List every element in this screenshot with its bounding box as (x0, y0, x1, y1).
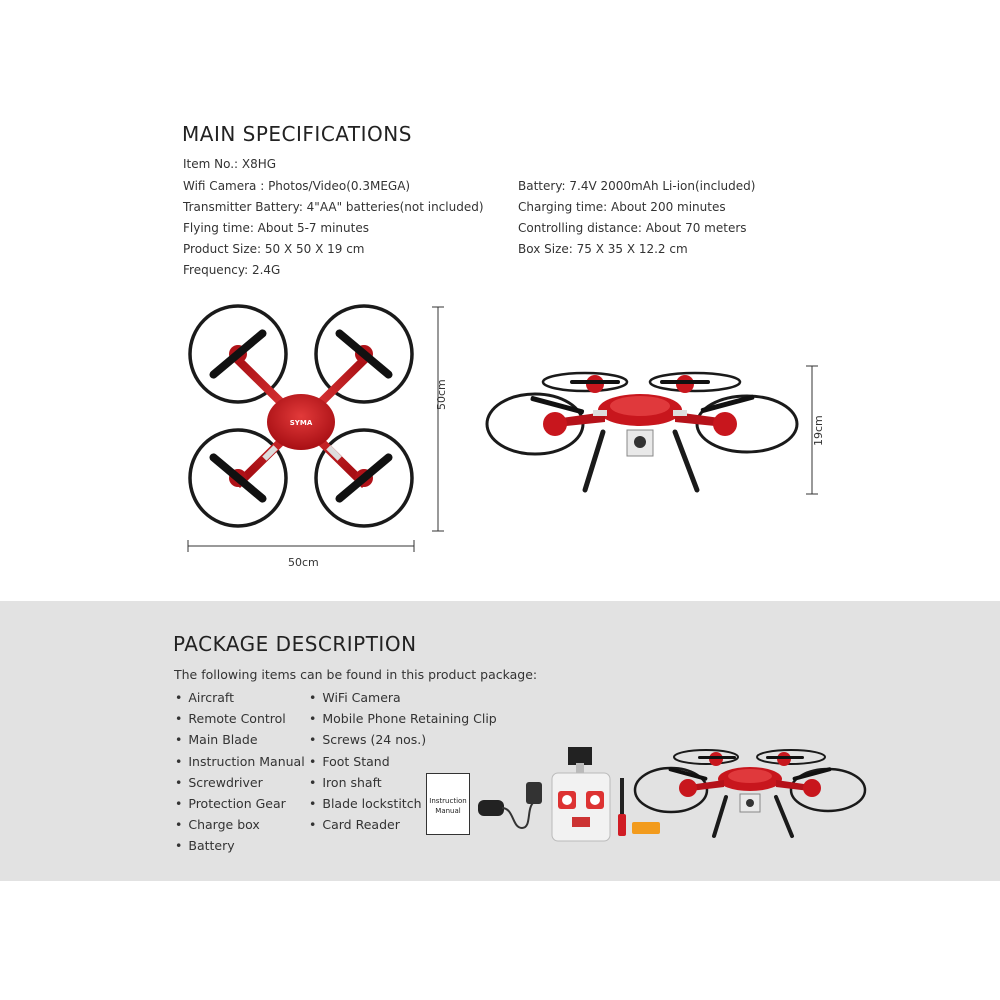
list-item: • Aircraft (175, 690, 305, 711)
spec-charging-time: Charging time: About 200 minutes (518, 200, 726, 214)
manual-label-line2: Manual (435, 807, 461, 815)
spec-controlling-distance: Controlling distance: About 70 meters (518, 221, 747, 235)
height-dimension-label: 50cm (435, 379, 448, 410)
side-height-dimension-label: 19cm (812, 415, 825, 446)
width-dimension-line (187, 538, 415, 552)
height-dimension-line (430, 306, 444, 532)
drone-top-view-image (180, 298, 430, 538)
list-item: • Blade lockstitch (309, 796, 497, 817)
list-item: • Charge box (175, 817, 305, 838)
spec-frequency: Frequency: 2.4G (183, 263, 281, 277)
drone-logo: SYMA (289, 419, 313, 427)
list-item: • WiFi Camera (309, 690, 497, 711)
list-item: • Mobile Phone Retaining Clip (309, 711, 497, 732)
list-item: • Main Blade (175, 732, 305, 753)
drone-side-view-image (485, 362, 805, 497)
spec-box-size: Box Size: 75 X 35 X 12.2 cm (518, 242, 688, 256)
spec-product-size: Product Size: 50 X 50 X 19 cm (183, 242, 365, 256)
list-item: • Remote Control (175, 711, 305, 732)
package-intro: The following items can be found in this product package: (174, 667, 538, 682)
list-item: • Screwdriver (175, 775, 305, 796)
spec-wifi-camera: Wifi Camera : Photos/Video(0.3MEGA) (183, 179, 411, 193)
package-title: PACKAGE DESCRIPTION (173, 632, 417, 656)
manual-label-line1: Instruction (429, 797, 467, 805)
spec-battery: Battery: 7.4V 2000mAh Li-ion(included) (518, 179, 756, 193)
list-item: • Iron shaft (309, 775, 497, 796)
list-item: • Foot Stand (309, 754, 497, 775)
list-item: • Battery (175, 838, 305, 859)
specs-title: MAIN SPECIFICATIONS (182, 122, 412, 146)
width-dimension-label: 50cm (288, 556, 319, 569)
drone-package-image (636, 742, 866, 840)
list-item: • Screws (24 nos.) (309, 732, 497, 753)
list-item: • Instruction Manual (175, 754, 305, 775)
remote-control-image (546, 745, 616, 845)
list-item: • Protection Gear (175, 796, 305, 817)
screwdriver-image (616, 778, 628, 838)
list-item: • Card Reader (309, 817, 497, 838)
spec-flying-time: Flying time: About 5-7 minutes (183, 221, 369, 235)
charger-image (474, 778, 549, 843)
instruction-manual-image (426, 773, 470, 835)
spec-transmitter-battery: Transmitter Battery: 4"AA" batteries(not included) (183, 200, 484, 214)
spec-item-no: Item No.: X8HG (183, 157, 277, 171)
package-list-col1 (175, 690, 305, 860)
